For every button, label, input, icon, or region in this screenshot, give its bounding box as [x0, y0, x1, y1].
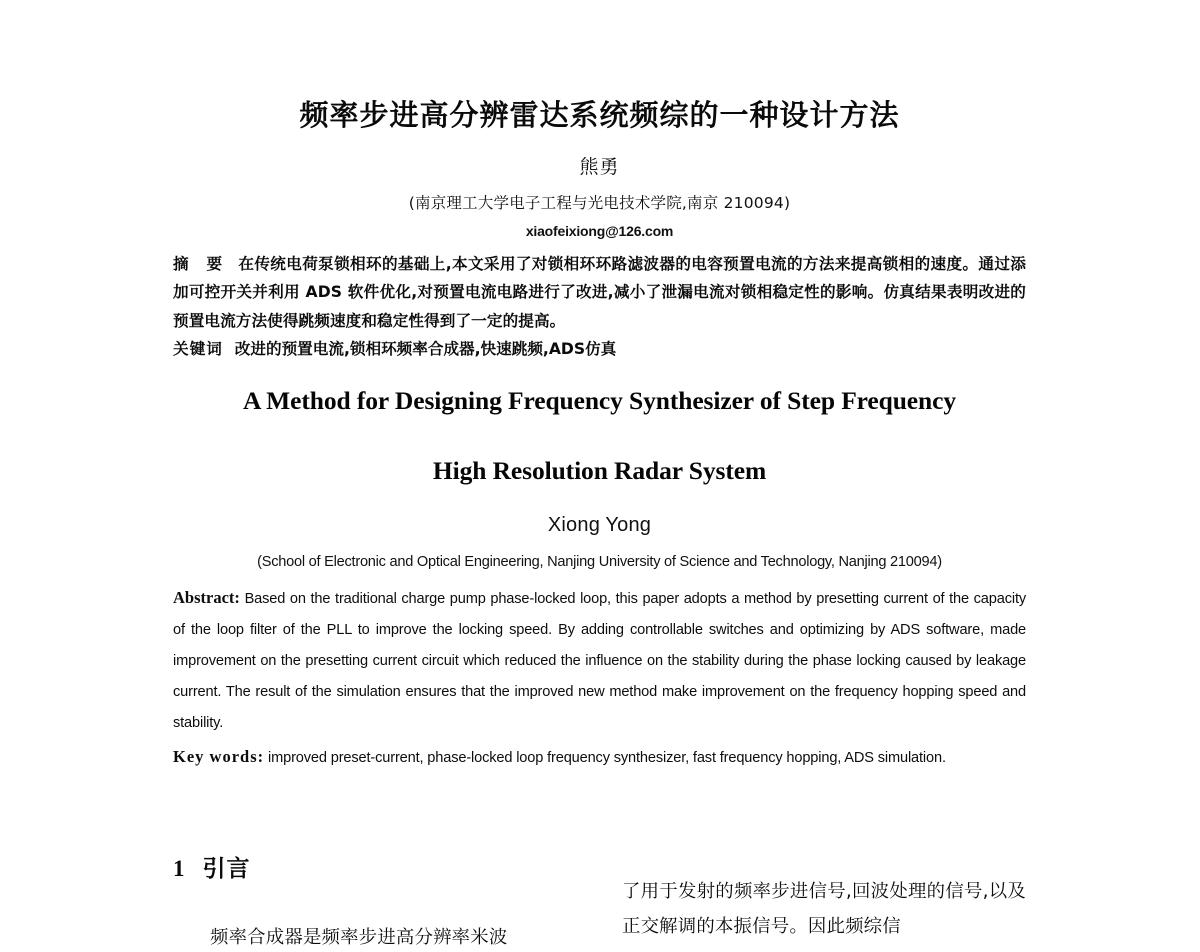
body-column-right — [622, 856, 1026, 952]
chinese-affiliation: (南京理工大学电子工程与光电技术学院,南京 210094) — [408, 193, 791, 212]
english-abstract — [173, 582, 1026, 739]
two-column-body — [173, 856, 1026, 952]
english-abstract-text: Based on the traditional charge pump phase-locked loop, this paper adopts a method by presetting current of the capacity of the loop filter of the PLL to improve the locking speed. By adding controllable switches and optimizing by ADS software, made improvement on the presetting current circuit which reduced the influence on the stability during the phase locking caused by leakage current. The result of the simulation ensures that the improved new method make improvement on the frequency hopping speed and stability. — [173, 590, 1026, 731]
chinese-abstract-text: 在传统电荷泵锁相环的基础上,本文采用了对锁相环环路滤波器的电容预置电流的方法来提高锁相的速度。通过添加可控开关并利用 ADS 软件优化,对预置电流电路进行了改进,减小了泄漏电流对锁相稳定性的影响。仿真结果表明改进的预置电流方法使得跳频速度和稳定性得到了一定的提高。 — [173, 254, 1026, 330]
section-heading-introduction — [173, 856, 577, 882]
english-keywords-text: improved preset-current, phase-locked loop frequency synthesizer, fast frequency hopping, ADS simulation. — [268, 749, 946, 766]
author-email: xiaofeixiong@126.com — [525, 222, 674, 239]
english-keywords-label: Key words: — [173, 746, 265, 766]
chinese-abstract — [173, 250, 1026, 336]
english-title-line-1: A Method for Designing Frequency Synthesizer of Step Frequency — [243, 385, 956, 415]
chinese-abstract-label: 摘 要 — [173, 254, 229, 273]
english-affiliation: (School of Electronic and Optical Engineering, Nanjing University of Science and Technology, Nanjing 210094) — [257, 553, 942, 570]
english-abstract-label: Abstract: — [173, 587, 240, 607]
english-title-line-2: High Resolution Radar System — [432, 455, 767, 485]
section-title: 引言 — [202, 856, 251, 882]
body-paragraph-right: 了用于发射的频率步进信号,回波处理的信号,以及正交解调的本振信号。因此频综信 — [622, 881, 1026, 938]
english-keywords — [173, 741, 1026, 774]
body-column-left — [173, 856, 577, 952]
english-author: Xiong Yong — [547, 513, 652, 536]
chinese-keywords-label: 关键词 — [173, 340, 223, 359]
chinese-title: 频率步进高分辨雷达系统频综的一种设计方法 — [299, 98, 900, 132]
chinese-keywords — [173, 335, 1026, 364]
front-matter — [173, 0, 1026, 774]
chinese-author: 熊勇 — [579, 155, 620, 178]
section-number: 1 — [173, 856, 186, 881]
chinese-keywords-text: 改进的预置电流,锁相环频率合成器,快速跳频,ADS仿真 — [234, 340, 617, 359]
body-paragraph-left: 频率合成器是频率步进高分辨率米波 — [210, 927, 508, 949]
